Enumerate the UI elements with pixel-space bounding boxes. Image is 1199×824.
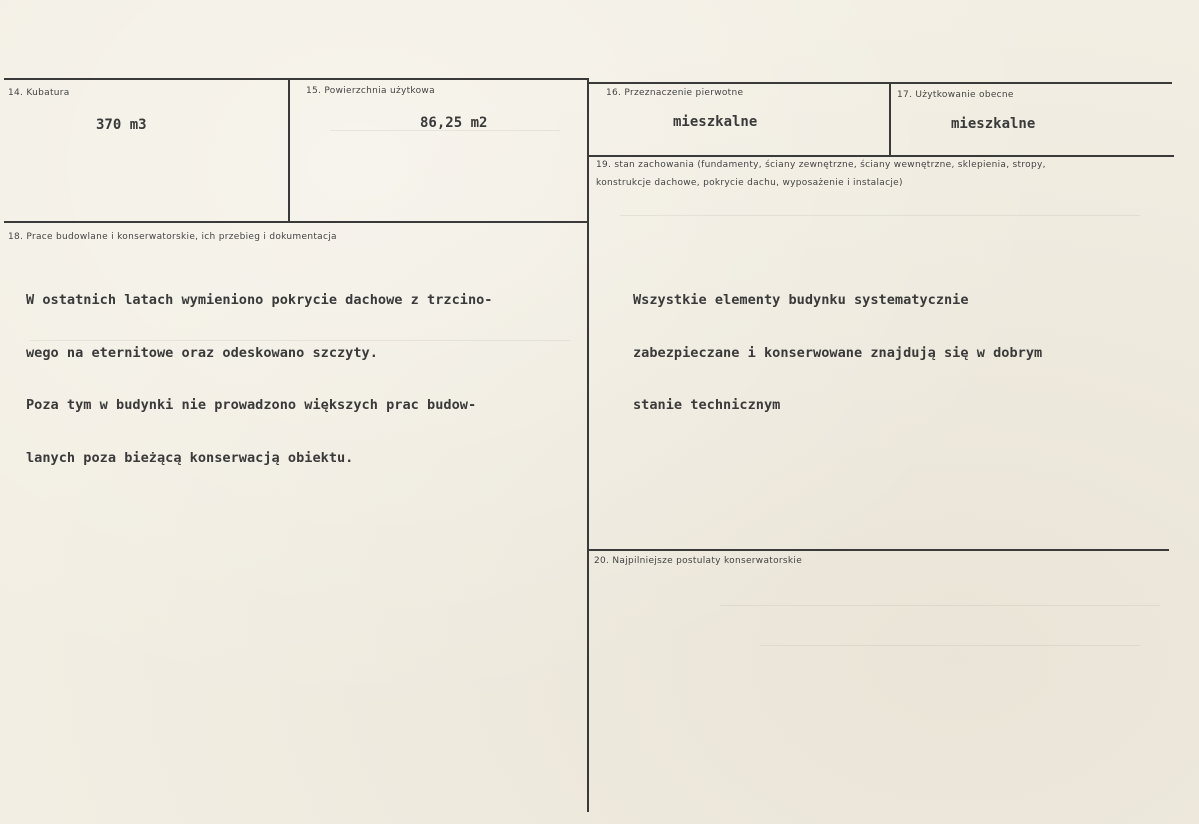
field-18-line: W ostatnich latach wymieniono pokrycie dachowe z trzcino- [26, 292, 493, 308]
field-19-label-line1: 19. stan zachowania (fundamenty, ściany zewnętrzne, ściany wewnętrzne, sklepienia, stropy, [596, 160, 1046, 170]
field-17-label: 17. Użytkowanie obecne [897, 90, 1014, 100]
field-19-label-line2: konstrukcje dachowe, pokrycie dachu, wyposażenie i instalacje) [596, 178, 903, 188]
field-20-label: 20. Najpilniejsze postulaty konserwatorskie [594, 556, 803, 566]
rule-above-20 [589, 549, 1169, 551]
field-19-line: zabezpieczane i konserwowane znajdują się w dobrym [633, 344, 1043, 361]
field-16-value: mieszkalne [673, 114, 758, 130]
field-15-label: 15. Powierzchnia użytkowa [306, 86, 435, 96]
bleed-through-line [720, 605, 1160, 606]
top-rule-left [4, 78, 589, 80]
field-19-text [633, 257, 1042, 450]
field-18-text [26, 257, 493, 502]
field-19-line: Wszystkie elementy budynku systematycznie [633, 292, 969, 308]
bleed-through-line [760, 645, 1140, 646]
rule-under-14-15 [4, 221, 588, 223]
top-rule-right [589, 82, 1172, 84]
divider-14-15 [288, 79, 290, 222]
field-18-line: lanych poza bieżącą konserwacją obiektu. [26, 449, 354, 466]
field-14-label: 14. Kubatura [8, 88, 70, 98]
field-18-label: 18. Prace budowlane i konserwatorskie, ich przebieg i dokumentacja [8, 232, 337, 242]
rule-under-16-17 [589, 155, 1174, 157]
field-17-value: mieszkalne [951, 116, 1036, 132]
field-14-value: 370 m3 [96, 117, 147, 133]
field-15-value: 86,25 m2 [420, 115, 488, 131]
field-18-line: wego na eternitowe oraz odeskowano szczyty. [26, 344, 378, 361]
bleed-through-line [620, 215, 1140, 216]
center-divider [587, 79, 589, 812]
field-16-label: 16. Przeznaczenie pierwotne [606, 88, 744, 98]
field-19-line: stanie technicznym [633, 397, 781, 413]
divider-16-17 [889, 83, 891, 155]
field-18-line: Poza tym w budynki nie prowadzono większych prac budow- [26, 397, 477, 413]
